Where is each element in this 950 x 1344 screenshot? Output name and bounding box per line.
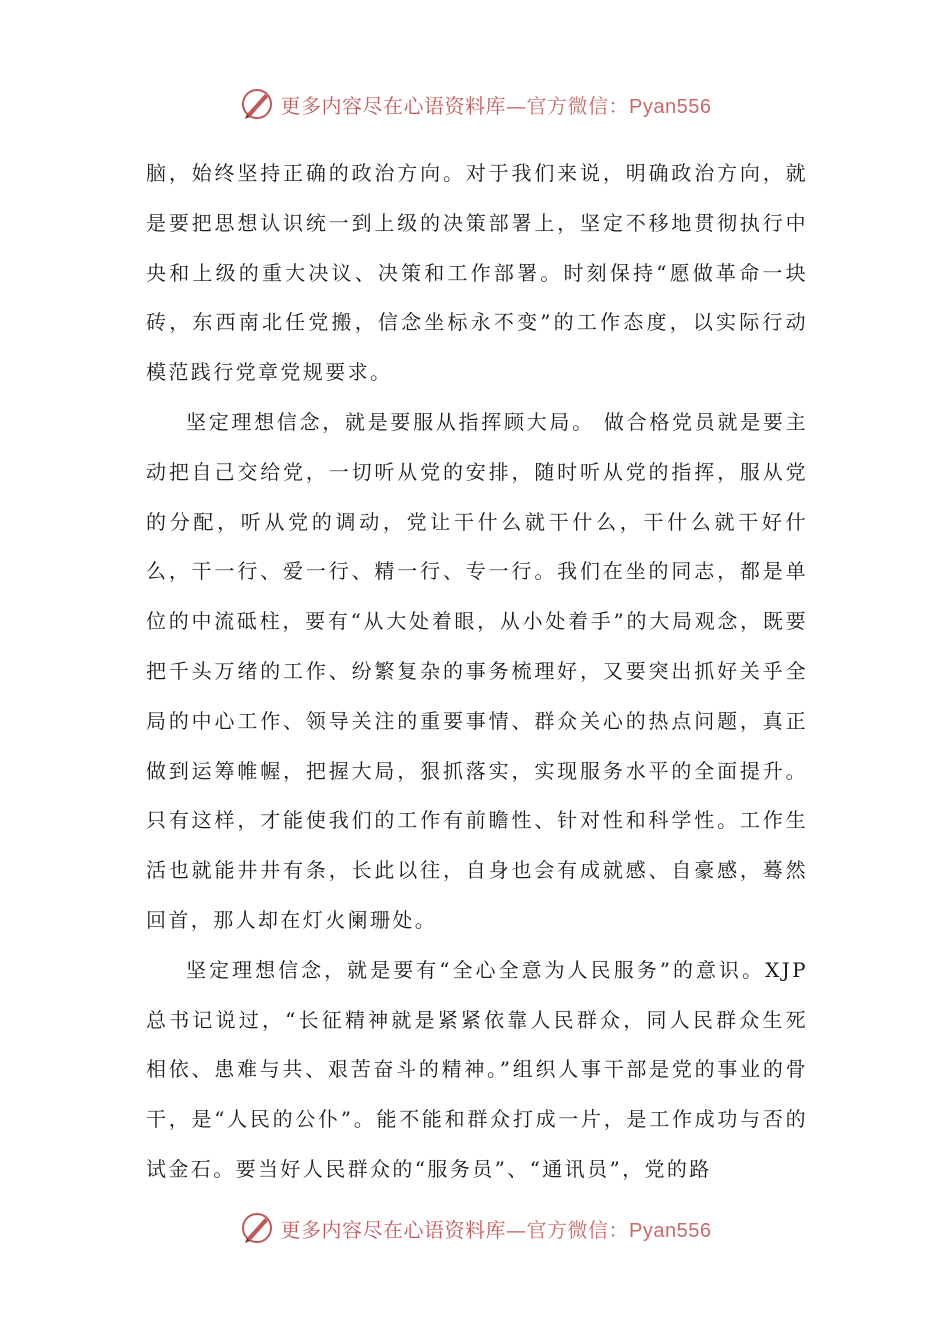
paragraph-3: 坚定理想信念，就是要有“全心全意为人民服务”的意识。XJP总书记说过，“长征精神就是紧紧依靠人民群众，同人民群众生死相依、患难与共、艰苦奋斗的精神。”组织人事干部是党的事业的骨干，是“人民的公仆”。能不能和群众打成一片，是工作成功与否的试金石。要当好人民群众的“服务员”、“通讯员”，党的路 — [146, 957, 808, 1181]
footer-banner — [0, 1208, 950, 1248]
pen-logo-icon — [239, 1210, 275, 1246]
banner-wechat: 官方微信：Pyan556 — [526, 95, 712, 118]
paragraph-1: 脑，始终坚持正确的政治方向。对于我们来说，明确政治方向，就是要把思想认识统一到上级的决策部署上，坚定不移地贯彻执行中央和上级的重大决议、决策和工作部署。时刻保持“愿做革命一块砖，东西南北任党搬，信念坐标永不变”的工作态度，以实际行动模范践行党章党规要求。 — [146, 161, 808, 385]
header-banner — [0, 84, 950, 124]
document-body — [146, 149, 808, 1195]
pen-logo-icon — [239, 86, 275, 122]
banner-wechat: 官方微信：Pyan556 — [526, 1219, 712, 1242]
banner-title: 更多内容尽在心语资料库— — [280, 93, 527, 118]
paragraph-2: 坚定理想信念，就是要服从指挥顾大局。 做合格党员就是要主动把自己交给党，一切听从党的安排，随时听从党的指挥，服从党的分配，听从党的调动，党让干什么就干什么，干什么就干好什么，干一行、爱一行、精一行、专一行。我们在坐的同志，都是单位的中流砥柱，要有“从大处着眼，从小处着手”的大局观念，既要把千头万绪的工作、纷繁复杂的事务梳理好，又要突出抓好关乎全局的中心工作、领导关注的重要事情、群众关心的热点问题，真正做到运筹帷幄，把握大局，狠抓落实，实现服务水平的全面提升。只有这样，才能使我们的工作有前瞻性、针对性和科学性。工作生活也就能井井有条，长此以往，自身也会有成就感、自豪感，蓦然回首，那人却在灯火阑珊处。 — [146, 409, 808, 932]
banner-title: 更多内容尽在心语资料库— — [280, 1217, 527, 1242]
